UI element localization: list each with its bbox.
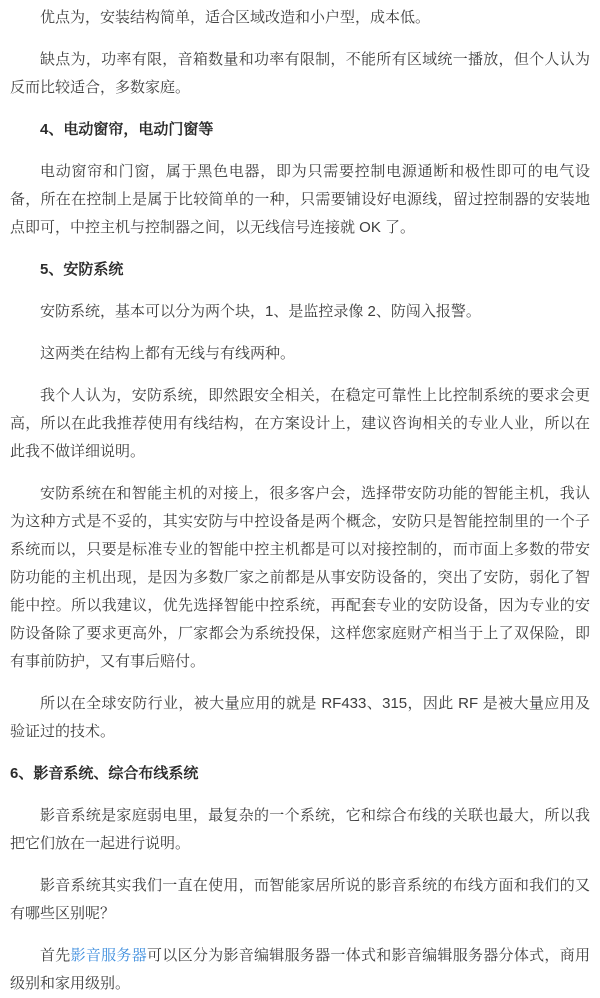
av-server-link[interactable]: 影音服务器 (70, 947, 148, 964)
paragraph-wired-wireless: 这两类在结构上都有无线与有线两种。 (40, 345, 296, 362)
av-server-prefix-text: 首先 (40, 947, 71, 964)
paragraph-av-server (10, 942, 590, 998)
paragraph-security-host-integration: 安防系统在和智能主机的对接上，很多客户会，选择带安防功能的智能主机，我认为这种方式是不妥的，其实安防与中控设备是两个概念，安防只是智能控制里的一个子系统而以，只要是标准专业的智能中控主机都是可以对接控制的，而市面上多数的带安防功能的主机出现，是因为多数厂家之前都是从事安防设备的，突出了安防，弱化了智能中控。所以我建议，优先选择智能中控系统，再配套专业的安防设备，因为专业的安防设备除了要求更高外，厂家都会为系统投保，这样您家庭财产相当于上了双保险，即有事前防护，又有事后赔付。 (10, 485, 590, 670)
section-heading-motorized-curtains: 4、电动窗帘，电动门窗等 (40, 121, 214, 138)
paragraph-av-complexity: 影音系统是家庭弱电里，最复杂的一个系统，它和综合布线的关联也最大，所以我把它们放在一起进行说明。 (10, 807, 590, 852)
paragraph-security-opinion: 我个人认为，安防系统，即然跟安全相关，在稳定可靠性上比控制系统的要求会更高，所以在此我推荐使用有线结构，在方案设计上，建议咨询相关的专业人业，所以在此我不做详细说明。 (10, 387, 590, 460)
av-server-suffix-text: 可以区分为影音编辑服务器一体式和影音编辑服务器分体式，商用级别和家用级别。 (10, 947, 590, 992)
paragraph-av-difference-question: 影音系统其实我们一直在使用，而智能家居所说的影音系统的布线方面和我们的又有哪些区别呢？ (10, 877, 590, 922)
paragraph-curtains-detail: 电动窗帘和门窗，属于黑色电器，即为只需要控制电源通断和极性即可的电气设备，所在在控制上是属于比较简单的一种，只需要铺设好电源线，留过控制器的安装地点即可，中控主机与控制器之间，以无线信号连接就 OK 了。 (10, 163, 590, 236)
paragraph-rf-technology: 所以在全球安防行业，被大量应用的就是 RF433、315，因此 RF 是被大量应用及验证过的技术。 (10, 695, 590, 740)
paragraph-speaker-advantages: 优点为，安装结构简单，适合区域改造和小户型，成本低。 (40, 9, 431, 26)
paragraph-security-two-parts: 安防系统，基本可以分为两个块，1、是监控录像 2、防闯入报警。 (40, 303, 481, 320)
section-heading-av-cabling-system: 6、影音系统、综合布线系统 (10, 765, 199, 782)
paragraph-speaker-disadvantages: 缺点为，功率有限，音箱数量和功率有限制，不能所有区域统一播放，但个人认为反而比较适合，多数家庭。 (10, 51, 590, 96)
section-heading-security-system: 5、安防系统 (40, 261, 124, 278)
